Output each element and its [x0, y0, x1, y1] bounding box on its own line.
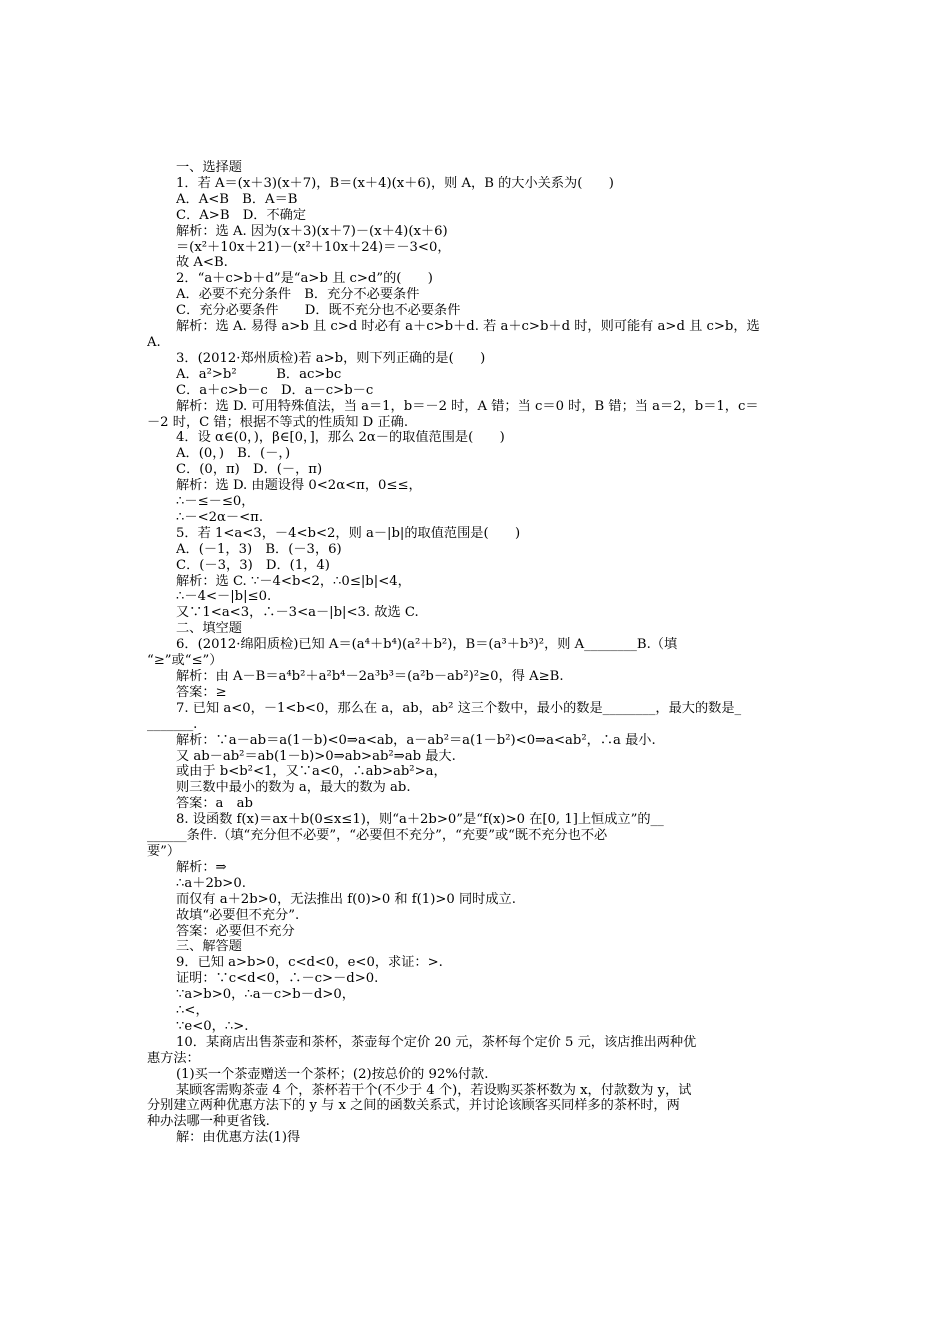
text-line: 解析：⇒: [176, 859, 227, 875]
text-line: 解析：∵a－ab＝a(1－b)<0⇒a<ab，a－ab²＝a(1－b²)<0⇒a<ab²，∴a 最小.: [176, 732, 656, 748]
text-line: 解析：选 D. 可用特殊值法，当 a＝1，b＝－2 时，A 错；当 c＝0 时，B 错；当 a＝2，b＝1，c＝: [176, 398, 759, 414]
text-line: C．A>B D．不确定: [176, 207, 307, 223]
text-line: 解析：选 D. 由题设得 0<2α<π，0≤≤，: [176, 478, 422, 494]
text-line: 6．(2012·绵阳质检)已知 A＝(a⁴＋b⁴)(a²＋b²)，B＝(a³＋b³)²，则 A________B.（填: [176, 637, 678, 653]
text-line: ＝(x²＋10x＋21)－(x²＋10x＋24)＝－3<0，: [176, 239, 451, 255]
text-line: 又 ab－ab²＝ab(1－b)>0⇒ab>ab²⇒ab 最大.: [176, 748, 456, 764]
text-line: 解析：选 C. ∵－4<b<2，∴0≤|b|<4，: [176, 573, 411, 589]
text-line: 9．已知 a>b>0，c<d<0，e<0，求证：>.: [176, 955, 443, 971]
text-line: 解析：选 A. 易得 a>b 且 c>d 时必有 a＋c>b＋d. 若 a＋c>b＋d 时，则可能有 a>d 且 c>b，选: [176, 319, 760, 335]
text-line: 而仅有 a＋2b>0，无法推出 f(0)>0 和 f(1)>0 同时成立.: [176, 891, 516, 907]
text-line: 8. 设函数 f(x)＝ax＋b(0≤x≤1)，则“a＋2b>0”是“f(x)>0 在[0, 1]上恒成立”的__: [176, 812, 664, 828]
text-line: 解析：选 A. 因为(x＋3)(x＋7)－(x＋4)(x＋6): [176, 223, 448, 239]
text-line: 或由于 b<b²<1，又∵a<0，∴ab>ab²>a，: [176, 764, 447, 780]
text-line: 证明：∵c<d<0，∴－c>－d>0.: [176, 971, 379, 987]
text-line: A．(－1，3) B．(－3，6): [176, 541, 342, 557]
text-line: 解析：由 A－B＝a⁴b²＋a²b⁴－2a³b³＝(a²b－ab²)²≥0，得 A≥B.: [176, 669, 564, 684]
document-body: [147, 160, 816, 1146]
text-line: 惠方法：: [147, 1050, 200, 1066]
text-line: _______.: [147, 716, 198, 732]
text-line: －2 时，C 错；根据不等式的性质知 D 正确.: [147, 414, 409, 430]
text-line: ∵a>b>0，∴a－c>b－d>0，: [176, 987, 355, 1003]
text-line: 一、选择题: [176, 160, 242, 175]
text-line: 答案：a ab: [176, 796, 253, 812]
text-line: ∴<，: [176, 1003, 209, 1019]
text-line: C．(0，π) D．(－，π): [176, 462, 323, 478]
text-line: 故 A<B.: [176, 255, 228, 271]
text-line: 则三数中最小的数为 a，最大的数为 ab.: [176, 780, 411, 796]
text-line: 又∵1<a<3，∴－3<a－|b|<3. 故选 C.: [176, 605, 419, 621]
text-line: ∴－4<－|b|≤0.: [176, 589, 272, 605]
text-line: 答案：≥: [176, 684, 227, 700]
text-line: A．A<B B．A＝B: [176, 191, 298, 207]
text-line: 分别建立两种优惠方法下的 y 与 x 之间的函数关系式，并讨论该顾客买同样多的茶杯时，两: [147, 1098, 680, 1114]
text-line: 故填“必要但不充分”.: [176, 907, 300, 923]
text-line: 2．“a＋c>b＋d”是“a>b 且 c>d”的( ): [176, 271, 433, 287]
text-line: 10．某商店出售茶壶和茶杯，茶壶每个定价 20 元，茶杯每个定价 5 元，该店推出两种优: [176, 1034, 697, 1050]
text-line: 5．若 1<a<3，－4<b<2，则 a－|b|的取值范围是( ): [176, 525, 521, 541]
text-line: “≥”或“≤”）: [147, 653, 223, 669]
text-line: C．(－3，3) D．(1，4): [176, 557, 330, 573]
text-line: A.: [147, 334, 161, 350]
text-line: (1)买一个茶壶赠送一个茶杯；(2)按总价的 92%付款.: [176, 1066, 489, 1082]
text-line: 7. 已知 a<0，－1<b<0，那么在 a，ab，ab² 这三个数中，最小的数是________，最大的数是_: [176, 700, 742, 716]
text-line: C．a＋c>b－c D．a－c>b－c: [176, 382, 374, 398]
text-line: 种办法哪一种更省钱.: [147, 1114, 270, 1130]
text-line: A．必要不充分条件 B．充分不必要条件: [176, 287, 420, 303]
text-line: ______条件.（填“充分但不必要”，“必要但不充分”，“充要”或“既不充分也不必: [147, 828, 608, 844]
text-line: 答案：必要但不充分: [176, 923, 295, 939]
text-line: ∴－≤－≤0，: [176, 494, 255, 510]
text-line: 3．(2012·郑州质检)若 a>b，则下列正确的是( ): [176, 350, 486, 366]
text-line: ∴－<2α－<π.: [176, 509, 264, 525]
text-line: 二、填空题: [176, 621, 242, 637]
text-line: ∵e<0，∴>.: [176, 1018, 249, 1034]
text-line: ∴a＋2b>0.: [176, 875, 246, 891]
text-line: A．(0，) B．(－，): [176, 446, 291, 462]
text-line: 4．设 α∈(0，)，β∈[0，]，那么 2α－的取值范围是( ): [176, 430, 505, 446]
text-line: A．a²>b² B．ac>bc: [176, 366, 342, 382]
text-line: C．充分必要条件 D．既不充分也不必要条件: [176, 303, 461, 319]
text-line: 三、解答题: [176, 939, 242, 955]
text-line: 1．若 A＝(x＋3)(x＋7)，B＝(x＋4)(x＋6)，则 A，B 的大小关系为( ): [176, 175, 614, 191]
text-line: 要”）: [147, 843, 181, 859]
text-line: 解：由优惠方法(1)得: [176, 1130, 301, 1146]
text-line: 某顾客需购茶壶 4 个，茶杯若干个(不少于 4 个)，若设购买茶杯数为 x，付款数为 y，试: [176, 1082, 692, 1098]
